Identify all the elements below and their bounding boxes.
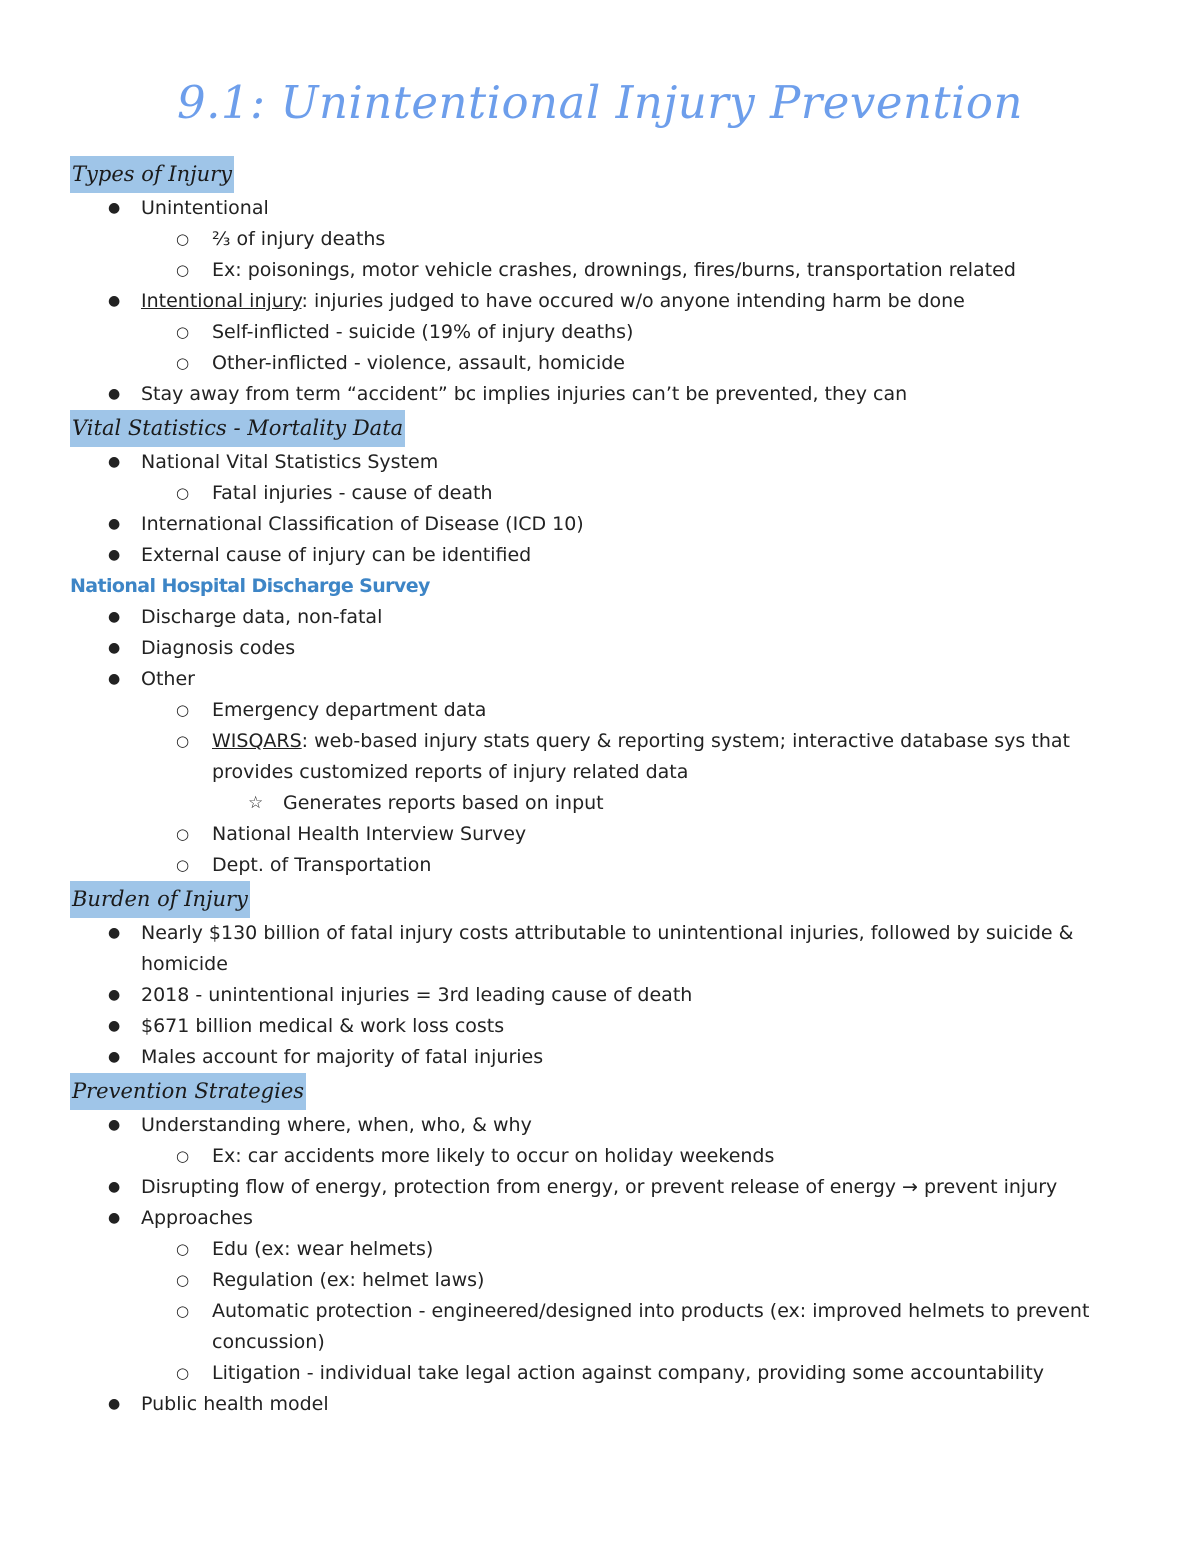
list-item-text: Other-inflicted - violence, assault, homicide [212,352,625,374]
hollow-circle-bullet-icon: ○ [176,1147,190,1165]
list-item [70,918,1130,980]
list-item-text: Unintentional [141,197,269,219]
hollow-circle-bullet-icon: ○ [176,701,190,719]
list-item [70,348,1130,379]
list-item-text: Dept. of Transportation [212,854,432,876]
list-item-text: Ex: car accidents more likely to occur on holiday weekends [212,1145,775,1167]
star-bullet-icon: ☆ [248,793,264,813]
list-item [70,602,1130,633]
filled-circle-bullet-icon: ● [108,386,121,402]
hollow-circle-bullet-icon: ○ [176,323,190,341]
filled-circle-bullet-icon: ● [108,454,121,470]
filled-circle-bullet-icon: ● [108,1049,121,1065]
list-item-text: Litigation - individual take legal action against company, providing some accountability [212,1362,1045,1384]
list-item-text: Emergency department data [212,699,487,721]
list-item [70,1358,1130,1389]
list-item-text: Public health model [141,1393,329,1415]
list-item-text: Males account for majority of fatal injuries [141,1046,544,1068]
list-item [70,819,1130,850]
list-item-text: 2018 - unintentional injuries = 3rd leading cause of death [141,984,693,1006]
list-item [70,1389,1130,1420]
list-item-text: Automatic protection - engineered/designed into products (ex: improved helmets to prevent concussion) [212,1300,1090,1353]
hollow-circle-bullet-icon: ○ [176,1271,190,1289]
filled-circle-bullet-icon: ● [108,1117,121,1133]
filled-circle-bullet-icon: ● [108,987,121,1003]
list-item [70,1296,1130,1358]
list-item [70,540,1130,571]
list-item-text: Understanding where, when, who, & why [141,1114,532,1136]
page-title: 9.1: Unintentional Injury Prevention [176,76,1024,129]
list-item [70,255,1130,286]
filled-circle-bullet-icon: ● [108,516,121,532]
list-item [70,1265,1130,1296]
bullet-list [70,602,1130,881]
highlighted-heading-text: Burden of Injury [70,881,250,918]
list-item [70,1110,1130,1141]
bullet-list [70,918,1130,1073]
list-item-text: Generates reports based on input [283,792,604,814]
list-item [70,850,1130,881]
filled-circle-bullet-icon: ● [108,1396,121,1412]
section-heading [70,156,1130,193]
list-item-text: National Vital Statistics System [141,451,439,473]
list-item [70,193,1130,224]
list-item [70,379,1130,410]
hollow-circle-bullet-icon: ○ [176,261,190,279]
section-heading: National Hospital Discharge Survey [70,575,430,597]
list-item [70,1042,1130,1073]
underlined-term: Intentional injury [141,290,302,312]
highlighted-heading-text: Prevention Strategies [70,1073,306,1110]
highlighted-heading-text: Types of Injury [70,156,234,193]
bullet-list [70,1110,1130,1420]
filled-circle-bullet-icon: ● [108,547,121,563]
hollow-circle-bullet-icon: ○ [176,825,190,843]
hollow-circle-bullet-icon: ○ [176,230,190,248]
list-item [70,317,1130,348]
list-item-text: Other [141,668,195,690]
list-item-text: Edu (ex: wear helmets) [212,1238,434,1260]
list-item-text: : injuries judged to have occured w/o anyone intending harm be done [301,290,965,312]
list-item-text: Regulation (ex: helmet laws) [212,1269,485,1291]
hollow-circle-bullet-icon: ○ [176,732,190,750]
filled-circle-bullet-icon: ● [108,640,121,656]
underlined-term: WISQARS [212,730,302,752]
list-item-text: Disrupting flow of energy, protection from energy, or prevent release of energy → prevent injury [141,1176,1058,1198]
list-item [70,1234,1130,1265]
list-item [70,980,1130,1011]
list-item-text: Stay away from term “accident” bc implies injuries can’t be prevented, they can [141,383,908,405]
section-heading [70,410,1130,447]
list-item [70,478,1130,509]
filled-circle-bullet-icon: ● [108,671,121,687]
list-item [70,1203,1130,1234]
list-item-text: Ex: poisonings, motor vehicle crashes, drownings, fires/burns, transportation related [212,259,1016,281]
bullet-list [70,447,1130,571]
list-item [70,664,1130,695]
list-item-text: Nearly $130 billion of fatal injury costs attributable to unintentional injuries, followed by suicide & homicide [141,922,1074,975]
hollow-circle-bullet-icon: ○ [176,484,190,502]
filled-circle-bullet-icon: ● [108,609,121,625]
list-item-text: $671 billion medical & work loss costs [141,1015,505,1037]
list-item [70,509,1130,540]
section-heading [70,1073,1130,1110]
document-body [70,156,1130,1420]
list-item-text: External cause of injury can be identified [141,544,532,566]
bullet-list [70,193,1130,410]
list-item-text: Self-inflicted - suicide (19% of injury deaths) [212,321,634,343]
filled-circle-bullet-icon: ● [108,293,121,309]
list-item-text: Approaches [141,1207,253,1229]
list-item [70,1172,1130,1203]
list-item [70,286,1130,317]
list-item [70,447,1130,478]
list-item [70,726,1130,788]
list-item-text: Diagnosis codes [141,637,296,659]
list-item-text: ⅔ of injury deaths [212,228,386,250]
list-item-text: Fatal injuries - cause of death [212,482,493,504]
list-item [70,224,1130,255]
list-item-text: International Classification of Disease (ICD 10) [141,513,584,535]
list-item [70,788,1130,819]
list-item-text: Discharge data, non-fatal [141,606,383,628]
list-item-text: : web-based injury stats query & reporting system; interactive database sys that provides customized reports of injury related data [212,730,1070,783]
filled-circle-bullet-icon: ● [108,1179,121,1195]
hollow-circle-bullet-icon: ○ [176,1240,190,1258]
filled-circle-bullet-icon: ● [108,925,121,941]
filled-circle-bullet-icon: ● [108,1018,121,1034]
filled-circle-bullet-icon: ● [108,1210,121,1226]
list-item-text: National Health Interview Survey [212,823,527,845]
list-item [70,1141,1130,1172]
hollow-circle-bullet-icon: ○ [176,354,190,372]
section-heading [70,881,1130,918]
hollow-circle-bullet-icon: ○ [176,856,190,874]
highlighted-heading-text: Vital Statistics - Mortality Data [70,410,405,447]
hollow-circle-bullet-icon: ○ [176,1302,190,1320]
list-item [70,695,1130,726]
list-item [70,633,1130,664]
filled-circle-bullet-icon: ● [108,200,121,216]
list-item [70,1011,1130,1042]
hollow-circle-bullet-icon: ○ [176,1364,190,1382]
